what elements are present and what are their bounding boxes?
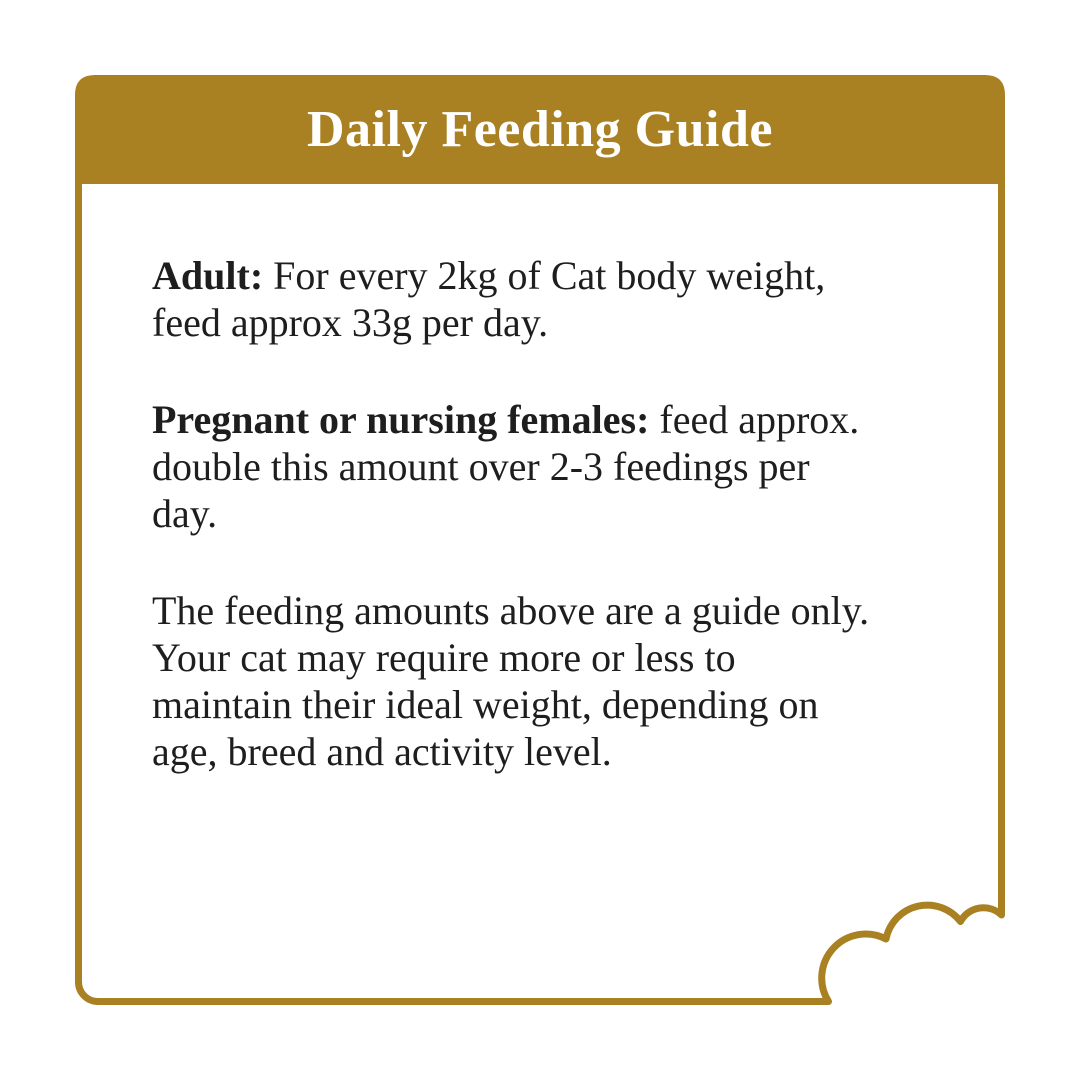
- text-line: Your cat may require more or less to: [152, 635, 736, 680]
- card-header: [75, 75, 1005, 183]
- text-line: age, breed and activity level.: [152, 729, 612, 774]
- card-body: [152, 252, 992, 775]
- bold-lead-in: Pregnant or nursing females:: [152, 397, 650, 442]
- text-line: double this amount over 2-3 feedings per: [152, 444, 810, 489]
- paragraph-adult: [152, 252, 992, 346]
- text-line: day.: [152, 491, 218, 536]
- text-line: maintain their ideal weight, depending on: [152, 682, 819, 727]
- text-line: Pregnant or nursing females: feed approx.: [152, 397, 860, 442]
- text-line: The feeding amounts above are a guide only.: [152, 588, 870, 633]
- text-line: feed approx 33g per day.: [152, 300, 549, 345]
- bold-lead-in: Adult:: [152, 253, 264, 298]
- paragraph-pregnant-nursing: [152, 396, 992, 537]
- paragraph-guide-note: [152, 587, 992, 775]
- text-line: Adult: For every 2kg of Cat body weight,: [152, 253, 826, 298]
- page-title: Daily Feeding Guide: [307, 100, 773, 158]
